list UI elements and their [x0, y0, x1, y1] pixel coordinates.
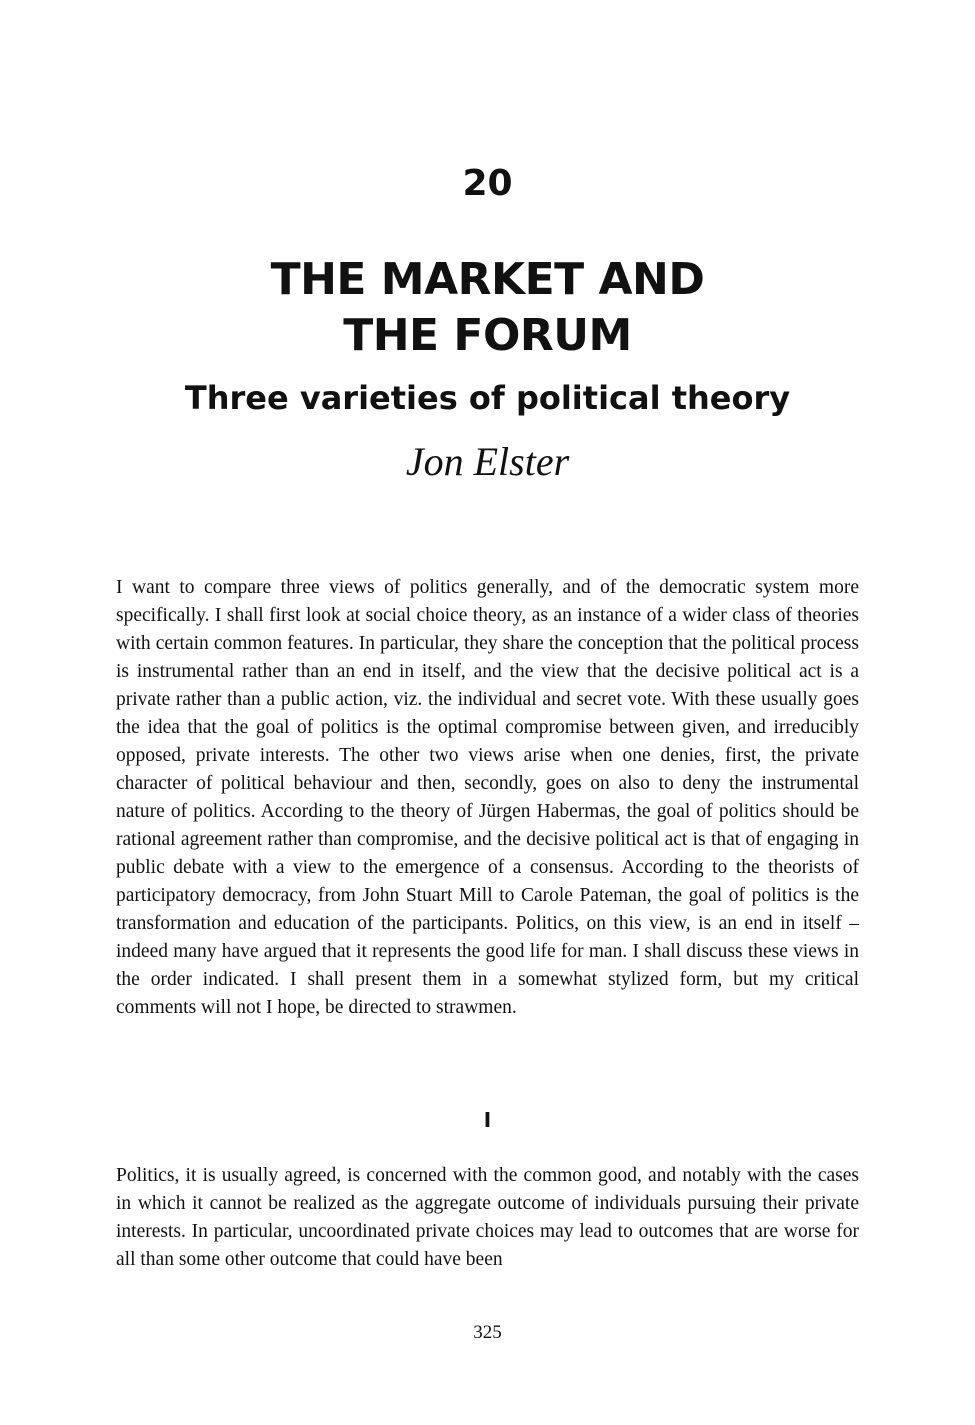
chapter-title — [0, 252, 975, 364]
chapter-number: 20 — [462, 163, 513, 204]
chapter-subtitle: Three varieties of political theory — [184, 379, 791, 417]
page-number: 325 — [473, 1322, 502, 1343]
section-paragraph: Politics, it is usually agreed, is concerned with the common good, and notably with the cases in which it cannot be realized as the aggregate outcome of individuals pursuing their private interests. In particular, uncoordinated private choices may lead to outcomes that are worse for all than some other outcome that could have been — [116, 1165, 859, 1270]
intro-paragraph: I want to compare three views of politics generally, and of the democratic system more specifically. I shall first look at social choice theory, as an instance of a wider class of theories with certain common features. In particular, they share the conception that the political process is instrumental rather than an end in itself, and the view that the decisive political act is a private rather than a public action, viz. the individual and secret vote. With these usually goes the idea that the goal of politics is the optimal compromise between given, and irreducibly opposed, private interests. The other two views arise when one denies, first, the private character of political behaviour and then, secondly, goes on also to deny the instrumental nature of politics. According to the theory of Jürgen Habermas, the goal of politics should be rational agreement rather than compromise, and the decisive political act is that of engaging in public debate with a view to the emergence of a consensus. According to the theorists of participatory democracy, from John Stuart Mill to Carole Pateman, the goal of politics is the transformation and education of the participants. Politics, on this view, is an end in itself – indeed many have argued that it represents the good life for man. I shall discuss these views in the order indicated. I shall present them in a somewhat stylized form, but my critical comments will not I hope, be directed to strawmen. — [116, 577, 859, 1018]
author-name: Jon Elster — [405, 439, 570, 484]
chapter-title-line-2: THE FORUM — [343, 310, 632, 361]
chapter-title-line-1: THE MARKET AND — [270, 254, 705, 305]
section-heading: I — [483, 1108, 492, 1132]
